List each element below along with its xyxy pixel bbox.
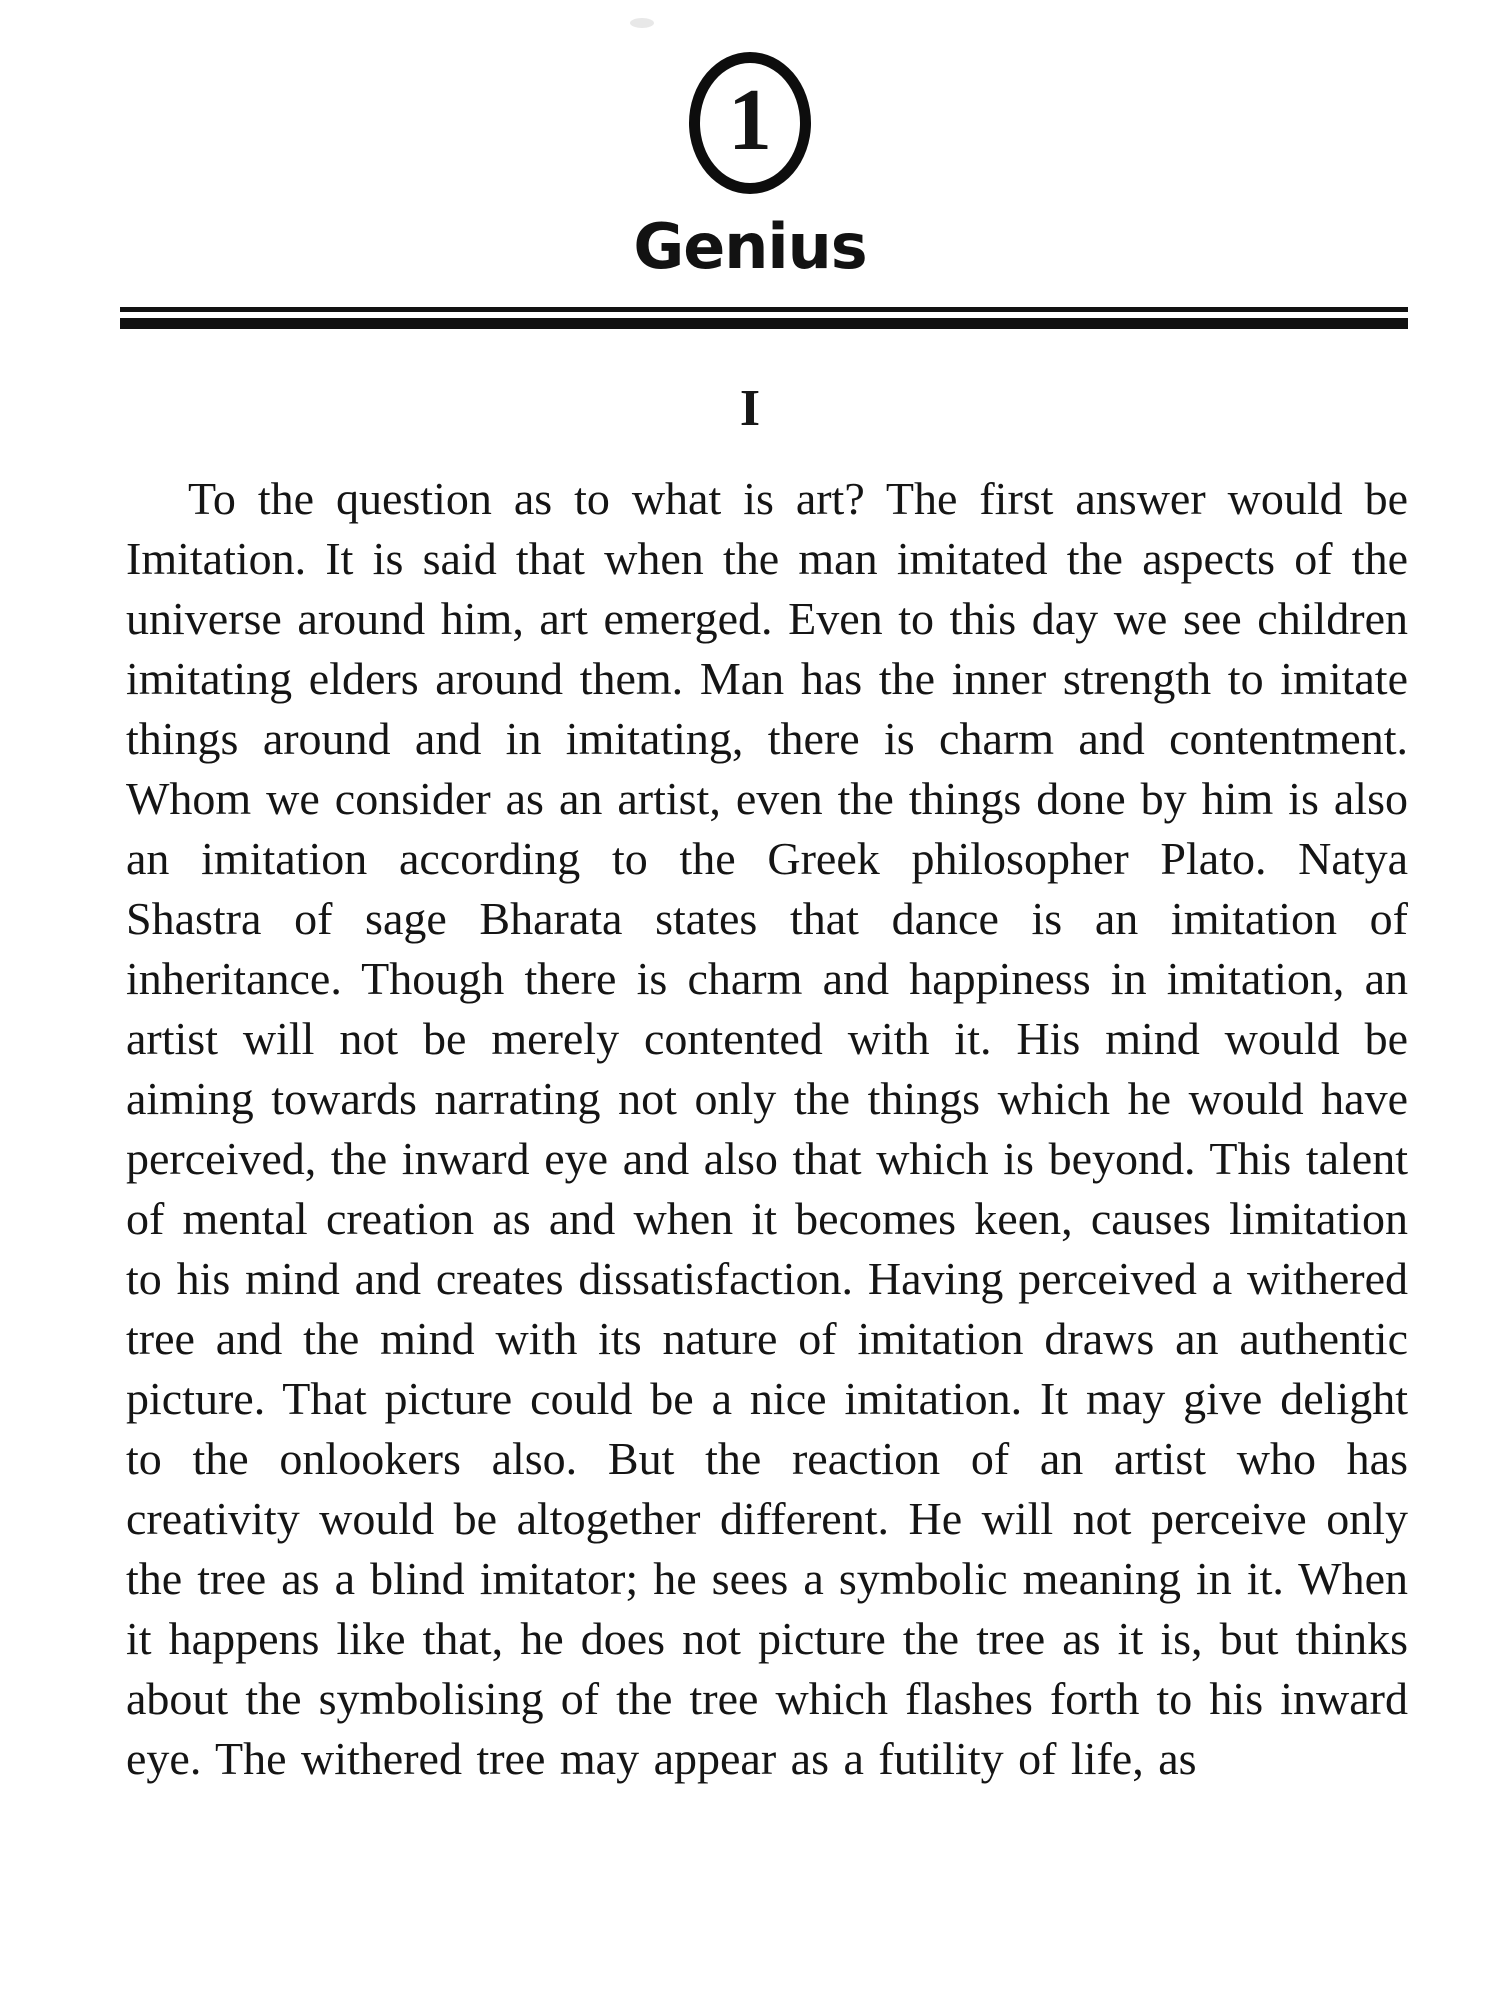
body-paragraph: To the question as to what is art? The first answer would be Imitation. It is said that when the man imitated the aspects of the universe around him, art emerged. Even to this day we see children imitating elders around them. Man has the inner strength to imitate things around and in imitating, there is charm and contentment. Whom we consider as an artist, even the things done by him is also an imitation according to the Greek philosopher Plato. Natya Shastra of sage Bharata states that dance is an imitation of inheritance. Though there is charm and happiness in imitation, an artist will not be merely contented with it. His mind would be aiming towards narrating not only the things which he would have perceived, the inward eye and also that which is beyond. This talent of mental creation as and when it becomes keen, causes limitation to his mind and creates dissatisfaction. Having perceived a withered tree and the mind with its nature of imitation draws an authentic picture. That picture could be a nice imitation. It may give delight to the onlookers also. But the reaction of an artist who has creativity would be altogether different. He will not perceive only the tree as a blind imitator; he sees a symbolic meaning in it. When it happens like that, he does not picture the tree as it is, but thinks about the symbolising of the tree which flashes forth to his inward eye. The withered tree may appear as a futility of life, as [126, 473, 1408, 1784]
page-content [0, 380, 1500, 1789]
chapter-title: Genius [633, 210, 867, 283]
chapter-number: 1 [728, 72, 772, 169]
title-divider-rule [120, 307, 1408, 329]
chapter-header [0, 0, 1500, 329]
section-heading: I [739, 380, 761, 437]
scan-smudge [630, 18, 654, 28]
chapter-number-badge [689, 52, 811, 194]
